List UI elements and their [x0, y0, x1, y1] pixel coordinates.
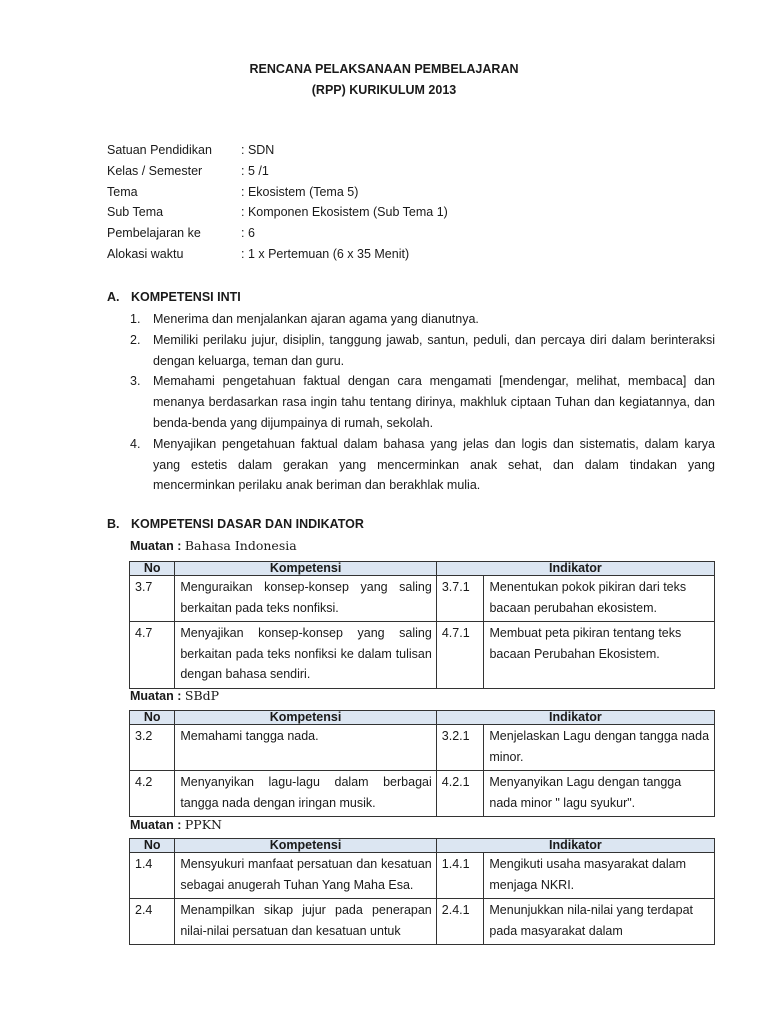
- cell-kompetensi: Menampilkan sikap jujur pada penerapan nilai-nilai persatuan dan kesatuan untuk: [175, 899, 436, 945]
- list-text: Memiliki perilaku jujur, disiplin, tanggung jawab, santun, peduli, dan percaya diri dalam berinteraksi dengan keluarga, teman dan guru.: [153, 332, 715, 368]
- cell-code: 1.4.1: [436, 853, 484, 899]
- identity-value: : 5 /1: [241, 163, 269, 178]
- cell-code: 3.7.1: [436, 576, 484, 622]
- cell-no: 4.7: [130, 622, 175, 689]
- kd-table-ppkn: [129, 838, 715, 945]
- list-number: 4.: [130, 436, 141, 451]
- header-kompetensi: Kompetensi: [175, 562, 437, 576]
- cell-indikator: Membuat peta pikiran tentang teks bacaan Perubahan Ekosistem.: [484, 622, 715, 689]
- table-header-row: [130, 839, 715, 853]
- list-text: Menyajikan pengetahuan faktual dalam bahasa yang jelas dan logis dan sistematis, dalam karya yang estetis dalam gerakan yang mencerminkan anak sehat, dan dalam tindakan yang mencerminkan perilaku anak beriman dan berakhlak mulia.: [153, 436, 715, 493]
- cell-no: 2.4: [130, 899, 175, 945]
- header-no: No: [130, 711, 175, 725]
- table-row: [130, 725, 715, 771]
- identity-label: Sub Tema: [107, 205, 164, 220]
- section-a-heading: [107, 290, 241, 304]
- cell-indikator: Menyanyikan Lagu dengan tangga nada minor " lagu syukur".: [484, 771, 715, 817]
- cell-no: 3.2: [130, 725, 175, 771]
- table-row: [130, 576, 715, 622]
- muatan-label: Muatan :: [130, 539, 182, 553]
- cell-indikator: Mengikuti usaha masyarakat dalam menjaga NKRI.: [484, 853, 715, 899]
- section-b-heading: [107, 517, 364, 531]
- list-number: 2.: [130, 332, 141, 347]
- header-kompetensi: Kompetensi: [175, 839, 436, 853]
- cell-no: 1.4: [130, 853, 175, 899]
- cell-code: 3.2.1: [436, 725, 484, 771]
- muatan-subject: Bahasa Indonesia: [184, 538, 297, 553]
- muatan-heading: [130, 538, 297, 553]
- cell-code: 4.7.1: [436, 622, 484, 689]
- list-item: [130, 330, 715, 372]
- muatan-label: Muatan :: [130, 818, 182, 832]
- muatan-heading: [130, 688, 219, 703]
- cell-kompetensi: Menyanyikan lagu-lagu dalam berbagai tangga nada dengan iringan musik.: [175, 771, 436, 817]
- cell-no: 3.7: [130, 576, 175, 622]
- muatan-label: Muatan :: [130, 689, 182, 703]
- cell-no: 4.2: [130, 771, 175, 817]
- kd-table-sbdp: [129, 710, 715, 817]
- identity-row: [107, 205, 448, 226]
- list-text: Memahami pengetahuan faktual dengan cara mengamati [mendengar, melihat, membaca] dan menanya berdasarkan rasa ingin tahu tentang dirinya, makhluk ciptaan Tuhan dan kegiatannya, dan benda-benda yang dijumpainya di rumah, sekolah.: [153, 374, 715, 430]
- table-row: [130, 771, 715, 817]
- identity-row: [107, 143, 448, 164]
- muatan-subject: SBdP: [184, 688, 220, 703]
- header-no: No: [130, 562, 175, 576]
- identity-value: : SDN: [241, 143, 275, 157]
- list-item: [130, 434, 715, 496]
- table-row: [130, 853, 715, 899]
- header-indikator: Indikator: [436, 562, 714, 576]
- header-indikator: Indikator: [436, 711, 714, 725]
- identity-label: Satuan Pendidikan: [107, 143, 212, 157]
- muatan-subject: PPKN: [184, 817, 222, 832]
- identity-label: Alokasi waktu: [107, 246, 184, 261]
- cell-code: 2.4.1: [436, 899, 484, 945]
- table-header-row: [130, 711, 715, 725]
- identity-value: : 1 x Pertemuan (6 x 35 Menit): [241, 246, 410, 261]
- identity-block: [107, 143, 448, 268]
- identity-value: : Komponen Ekosistem (Sub Tema 1): [241, 205, 448, 220]
- identity-label: Kelas / Semester: [107, 163, 203, 178]
- muatan-heading: [130, 817, 222, 832]
- cell-kompetensi: Memahami tangga nada.: [175, 725, 436, 771]
- list-item: [130, 309, 715, 330]
- list-number: 3.: [130, 374, 141, 389]
- identity-value: : Ekosistem (Tema 5): [241, 184, 359, 199]
- section-letter: A.: [107, 290, 120, 304]
- cell-kompetensi: Mensyukuri manfaat persatuan dan kesatuan sebagai anugerah Tuhan Yang Maha Esa.: [175, 853, 436, 899]
- table-header-row: [130, 562, 715, 576]
- identity-value: : 6: [241, 226, 255, 241]
- cell-indikator: Menentukan pokok pikiran dari teks bacaan perubahan ekosistem.: [484, 576, 715, 622]
- cell-indikator: Menunjukkan nila-nilai yang terdapat pada masyarakat dalam: [484, 899, 715, 945]
- list-number: 1.: [130, 312, 141, 326]
- kd-table-bahasa-indonesia: [129, 561, 715, 689]
- cell-indikator: Menjelaskan Lagu dengan tangga nada minor.: [484, 725, 715, 771]
- section-title: KOMPETENSI DASAR DAN INDIKATOR: [131, 517, 364, 531]
- identity-row: [107, 226, 448, 247]
- identity-row: [107, 164, 448, 185]
- header-kompetensi: Kompetensi: [175, 711, 436, 725]
- section-letter: B.: [107, 517, 120, 531]
- identity-row: [107, 185, 448, 206]
- kompetensi-inti-list: [130, 309, 715, 496]
- section-title: KOMPETENSI INTI: [131, 290, 241, 304]
- document-title: RENCANA PELAKSANAAN PEMBELAJARAN: [249, 62, 519, 76]
- table-row: [130, 622, 715, 689]
- identity-row: [107, 247, 448, 268]
- list-text: Menerima dan menjalankan ajaran agama yang dianutnya.: [153, 312, 479, 326]
- header-no: No: [130, 839, 175, 853]
- identity-label: Tema: [107, 184, 138, 199]
- identity-label: Pembelajaran ke: [107, 226, 201, 241]
- document-subtitle: (RPP) KURIKULUM 2013: [311, 83, 457, 97]
- header-indikator: Indikator: [436, 839, 714, 853]
- cell-kompetensi: Menguraikan konsep-konsep yang saling berkaitan pada teks nonfiksi.: [175, 576, 437, 622]
- list-item: [130, 371, 715, 433]
- table-row: [130, 899, 715, 945]
- cell-kompetensi: Menyajikan konsep-konsep yang saling berkaitan pada teks nonfiksi ke dalam tulisan dengan bahasa sendiri.: [175, 622, 437, 689]
- table-cutoff-wrapper: [0, 838, 768, 948]
- cell-code: 4.2.1: [436, 771, 484, 817]
